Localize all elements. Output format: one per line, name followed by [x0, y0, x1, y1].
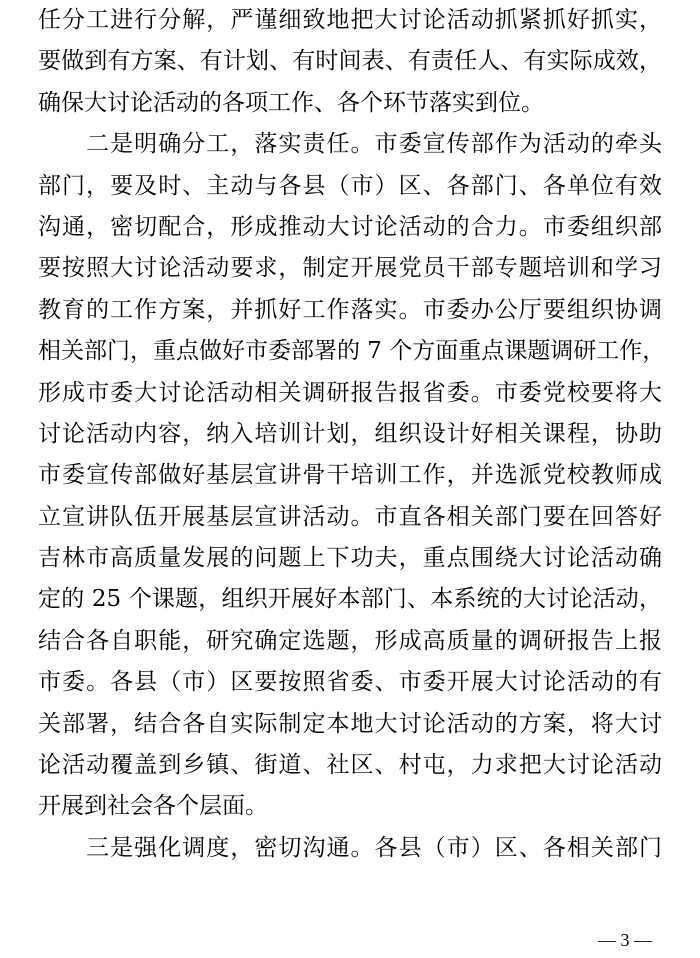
text-line: 要按照大讨论活动要求，制定开展党员干部专题培训和学习 [38, 255, 662, 282]
text-line: 结合各自职能，研究确定选题，形成高质量的调研报告上报 [38, 627, 662, 654]
text-line: 开展到社会各个层面。 [38, 793, 268, 820]
text-line: 论活动覆盖到乡镇、街道、社区、村屯，力求把大讨论活动 [38, 752, 662, 779]
text-line: 三是强化调度，密切沟通。各县（市）区、各相关部门 [38, 834, 662, 861]
text-line: 要做到有方案、有计划、有时间表、有责任人、有实际成效， [38, 48, 662, 75]
text-line: 确保大讨论活动的各项工作、各个环节落实到位。 [38, 89, 544, 116]
text-line: 市委宣传部做好基层宣讲骨干培训工作，并选派党校教师成 [38, 462, 662, 489]
document-body [38, 0, 666, 869]
text-line: 吉林市高质量发展的问题上下功夫，重点围绕大讨论活动确 [38, 545, 662, 572]
text-line: 讨论活动内容，纳入培训计划，组织设计好相关课程，协助 [38, 420, 662, 447]
text-line: 二是明确分工，落实责任。市委宣传部作为活动的牵头 [38, 131, 662, 158]
page-number: — 3 — [598, 930, 652, 950]
text-line: 立宣讲队伍开展基层宣讲活动。市直各相关部门要在回答好 [38, 503, 662, 530]
text-line: 任分工进行分解，严谨细致地把大讨论活动抓紧抓好抓实， [38, 7, 662, 33]
text-line: 相关部门，重点做好市委部署的 7 个方面重点课题调研工作， [38, 338, 666, 365]
text-line: 关部署，结合各自实际制定本地大讨论活动的方案，将大讨 [38, 710, 662, 737]
text-line: 市委。各县（市）区要按照省委、市委开展大讨论活动的有 [38, 669, 662, 696]
text-line: 教育的工作方案，并抓好工作落实。市委办公厅要组织协调 [38, 296, 662, 323]
text-line: 部门，要及时、主动与各县（市）区、各部门、各单位有效 [38, 172, 662, 199]
text-line: 定的 25 个课题，组织开展好本部门、本系统的大讨论活动， [38, 586, 662, 613]
text-line: 形成市委大讨论活动相关调研报告报省委。市委党校要将大 [38, 379, 662, 406]
text-line: 沟通，密切配合，形成推动大讨论活动的合力。市委组织部 [38, 213, 662, 240]
